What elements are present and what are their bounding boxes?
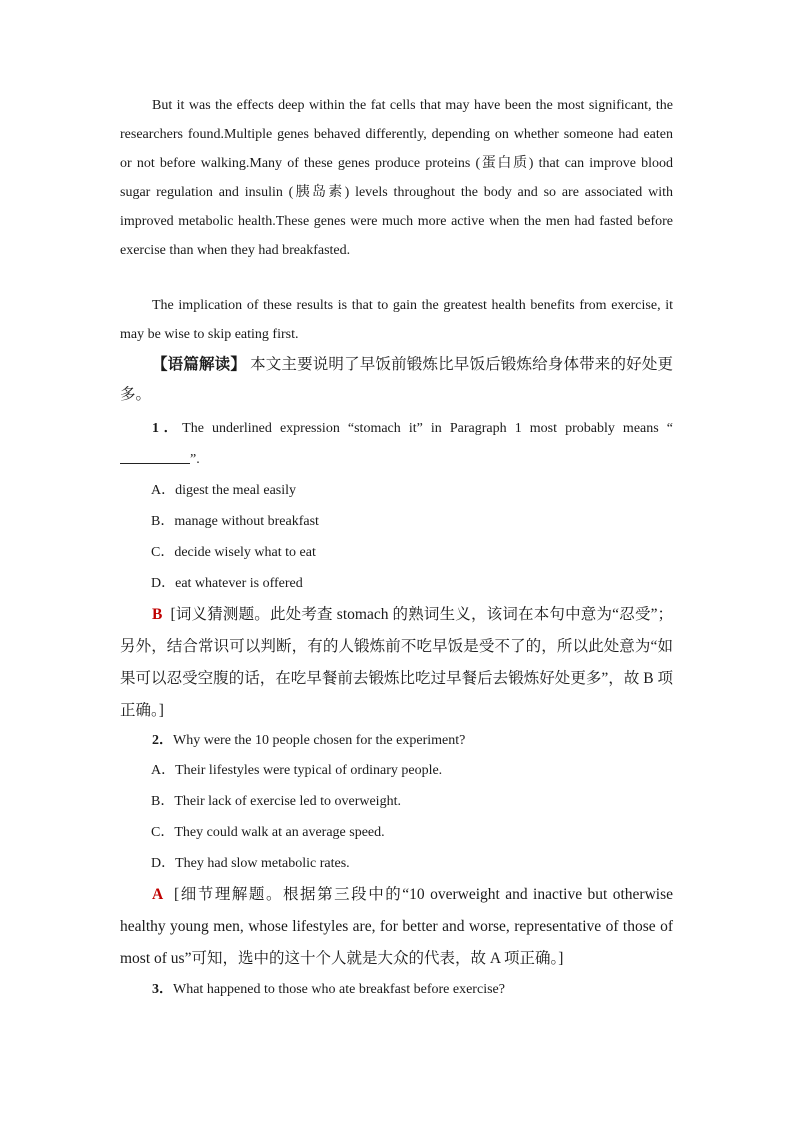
passage-paragraph-2: The implication of these results is that to gain the greatest health benefits from exercise, it may be wise to skip eating first. xyxy=(120,298,673,342)
question-text-end: ”. xyxy=(190,452,200,467)
option-b: B．Their lack of exercise led to overweight. xyxy=(151,794,401,809)
answer-blank xyxy=(120,449,190,464)
option-a: A．digest the meal easily xyxy=(151,483,297,498)
passage-paragraph-1: But it was the effects deep within the fat cells that may have been the most significant, the researchers found.Multiple genes behaved differently, depending on whether someone had eaten or not before walking.Many of these genes produce proteins (蛋白质) that can improve blood sugar regulation and insulin (胰岛素) levels throughout the body and so are associated with improved metabolic health.These genes were much more active when the men had fasted before exercise than when they had breakfasted. xyxy=(120,98,673,258)
question-3-stem xyxy=(120,974,673,1005)
option-d: D．eat whatever is offered xyxy=(151,576,303,591)
interpretation-label: 【语篇解读】 xyxy=(152,356,247,373)
question-2-stem xyxy=(120,725,673,756)
option-a: A．Their lifestyles were typical of ordinary people. xyxy=(151,763,443,778)
question-text: What happened to those who ate breakfast before exercise? xyxy=(173,982,505,997)
question-number: 2． xyxy=(152,733,173,748)
answer-explanation: [词义猜测题。此处考查 stomach 的熟词生义，该词在本句中意为“忍受”；另外，结合常识可以判断，有的人锻炼前不吃早饭是受不了的，所以此处意为“如果可以忍受空腹的话，在吃早餐前去锻炼比吃过早餐后去锻炼好处更多”，故 B 项正确。] xyxy=(120,606,674,719)
answer-letter: B xyxy=(152,606,163,623)
question-text: The underlined expression “stomach it” in Paragraph 1 most probably means “ xyxy=(182,421,673,436)
question-2-answer xyxy=(120,879,673,975)
question-number: 1． xyxy=(152,421,183,436)
question-1-answer xyxy=(120,599,673,727)
question-text: Why were the 10 people chosen for the experiment? xyxy=(173,733,466,748)
option-c: C．decide wisely what to eat xyxy=(151,545,316,560)
interpretation-text: 本文主要说明了早饭前锻炼比早饭后锻炼给身体带来的好处更多。 xyxy=(120,356,673,403)
option-b: B．manage without breakfast xyxy=(151,514,319,529)
question-1-stem xyxy=(120,413,673,475)
answer-explanation: [细节理解题。根据第三段中的“10 overweight and inactive but otherwise healthy young men, whose lifestyles are, for better and worse, representative of those of most of us”可知，选中的这十个人就是大众的代表，故 A 项正确。] xyxy=(120,886,674,967)
interpretation-section xyxy=(120,350,673,410)
answer-letter: A xyxy=(152,886,164,903)
option-d: D．They had slow metabolic rates. xyxy=(151,856,350,871)
question-number: 3． xyxy=(152,982,173,997)
option-c: C．They could walk at an average speed. xyxy=(151,825,385,840)
